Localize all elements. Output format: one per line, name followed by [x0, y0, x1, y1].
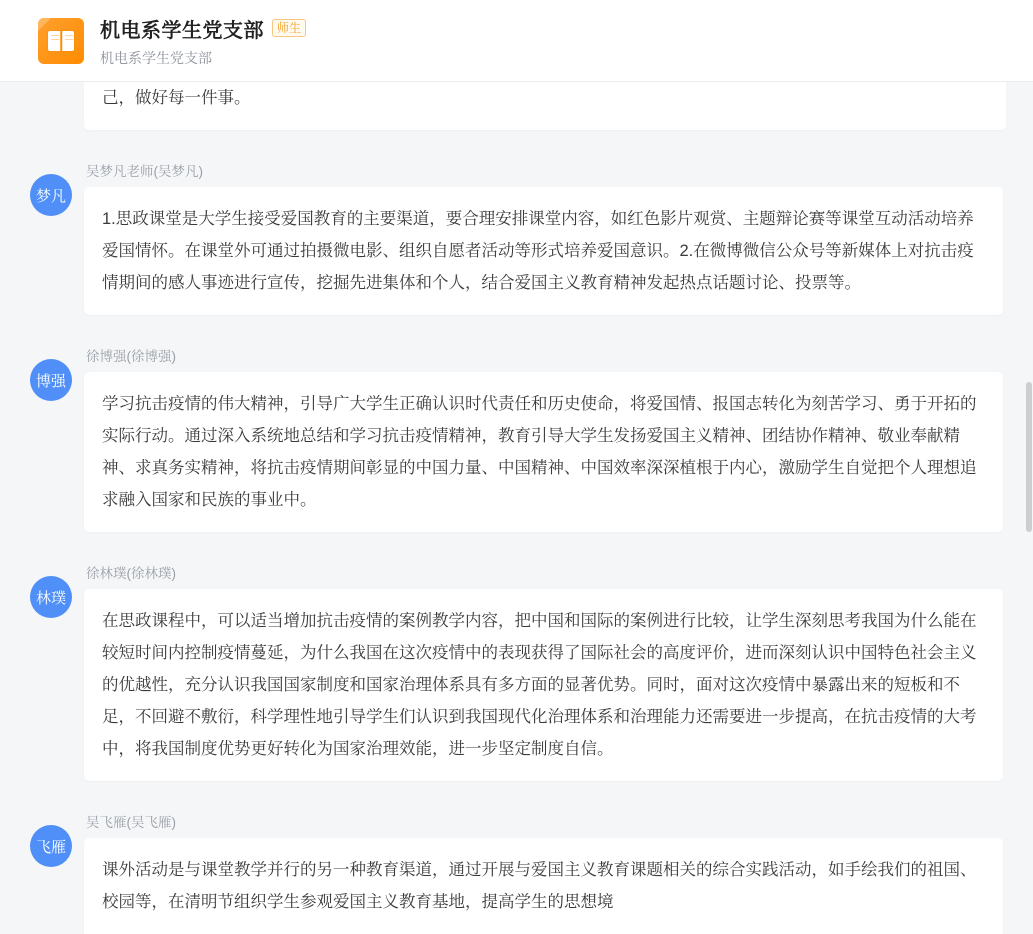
- message-body: [84, 562, 1003, 781]
- chat-header: [0, 0, 1033, 82]
- header-title-row: [100, 14, 306, 43]
- avatar[interactable]: 博强: [30, 359, 72, 401]
- message-sender: 吴梦凡老师(吴梦凡): [86, 164, 203, 179]
- message-sender: 徐博强(徐博强): [86, 349, 176, 364]
- message-body: [84, 345, 1003, 532]
- message-bubble: 课外活动是与课堂教学并行的另一种教育渠道，通过开展与爱国主义教育课题相关的综合实践活动，如手绘我们的祖国、校园等，在清明节组织学生参观爱国主义教育基地，提高学生的思想境: [84, 838, 1003, 934]
- message-stream[interactable]: [0, 82, 1033, 911]
- message-body: [84, 160, 1003, 315]
- avatar[interactable]: 林璞: [30, 576, 72, 618]
- message-item: [16, 562, 1011, 781]
- book-icon: [48, 31, 74, 51]
- message-sender: 徐林璞(徐林璞): [86, 566, 176, 581]
- header-text-block: [100, 14, 306, 68]
- avatar-corner-decoration: [38, 18, 51, 31]
- message-item: [16, 811, 1011, 934]
- message-item: [16, 345, 1011, 532]
- message-bubble: 1.思政课堂是大学生接受爱国教育的主要渠道，要合理安排课堂内容，如红色影片观赏、主题辩论赛等课堂互动活动培养爱国情怀。在课堂外可通过拍摄微电影、组织自愿者活动等形式培养爱国意识。2.在微博微信公众号等新媒体上对抗击疫情期间的感人事迹进行宣传，挖掘先进集体和个人，结合爱国主义教育精神发起热点话题讨论、投票等。: [84, 187, 1003, 315]
- avatar[interactable]: 梦凡: [30, 174, 72, 216]
- message-item: [16, 160, 1011, 315]
- message-bubble: 学习抗击疫情的伟大精神，引导广大学生正确认识时代责任和历史使命，将爱国情、报国志转化为刻苦学习、勇于开拓的实际行动。通过深入系统地总结和学习抗击疫情精神，教育引导大学生发扬爱国主义精神、团结协作精神、敬业奉献精神、求真务实精神，将抗击疫情期间彰显的中国力量、中国精神、中国效率深深植根于内心，激励学生自觉把个人理想追求融入国家和民族的事业中。: [84, 372, 1003, 532]
- page-title: 机电系学生党支部: [100, 19, 264, 42]
- scrollbar[interactable]: [1025, 82, 1033, 849]
- group-avatar[interactable]: [38, 18, 84, 64]
- message-list: [16, 82, 1011, 934]
- message-bubble: 在思政课程中，可以适当增加抗击疫情的案例教学内容，把中国和国际的案例进行比较，让学生深刻思考我国为什么能在较短时间内控制疫情蔓延，为什么我国在这次疫情中的表现获得了国际社会的高度评价，进而深刻认识中国特色社会主义的优越性，充分认识我国国家制度和国家治理体系具有多方面的显著优势。同时，面对这次疫情中暴露出来的短板和不足，不回避不敷衍，科学理性地引导学生们认识到我国现代化治理体系和治理能力还需要进一步提高，在抗击疫情的大考中，将我国制度优势更好转化为国家治理效能，进一步坚定制度自信。: [84, 589, 1003, 781]
- message-fragment-top: 己，做好每一件事。: [84, 82, 1006, 130]
- avatar[interactable]: 飞雁: [30, 825, 72, 867]
- scrollbar-thumb[interactable]: [1026, 382, 1032, 532]
- header-subtitle: 机电系学生党支部: [100, 49, 212, 66]
- message-body: [84, 811, 1003, 934]
- message-sender: 吴飞雁(吴飞雁): [86, 815, 176, 830]
- status-badge: 师生: [272, 19, 306, 37]
